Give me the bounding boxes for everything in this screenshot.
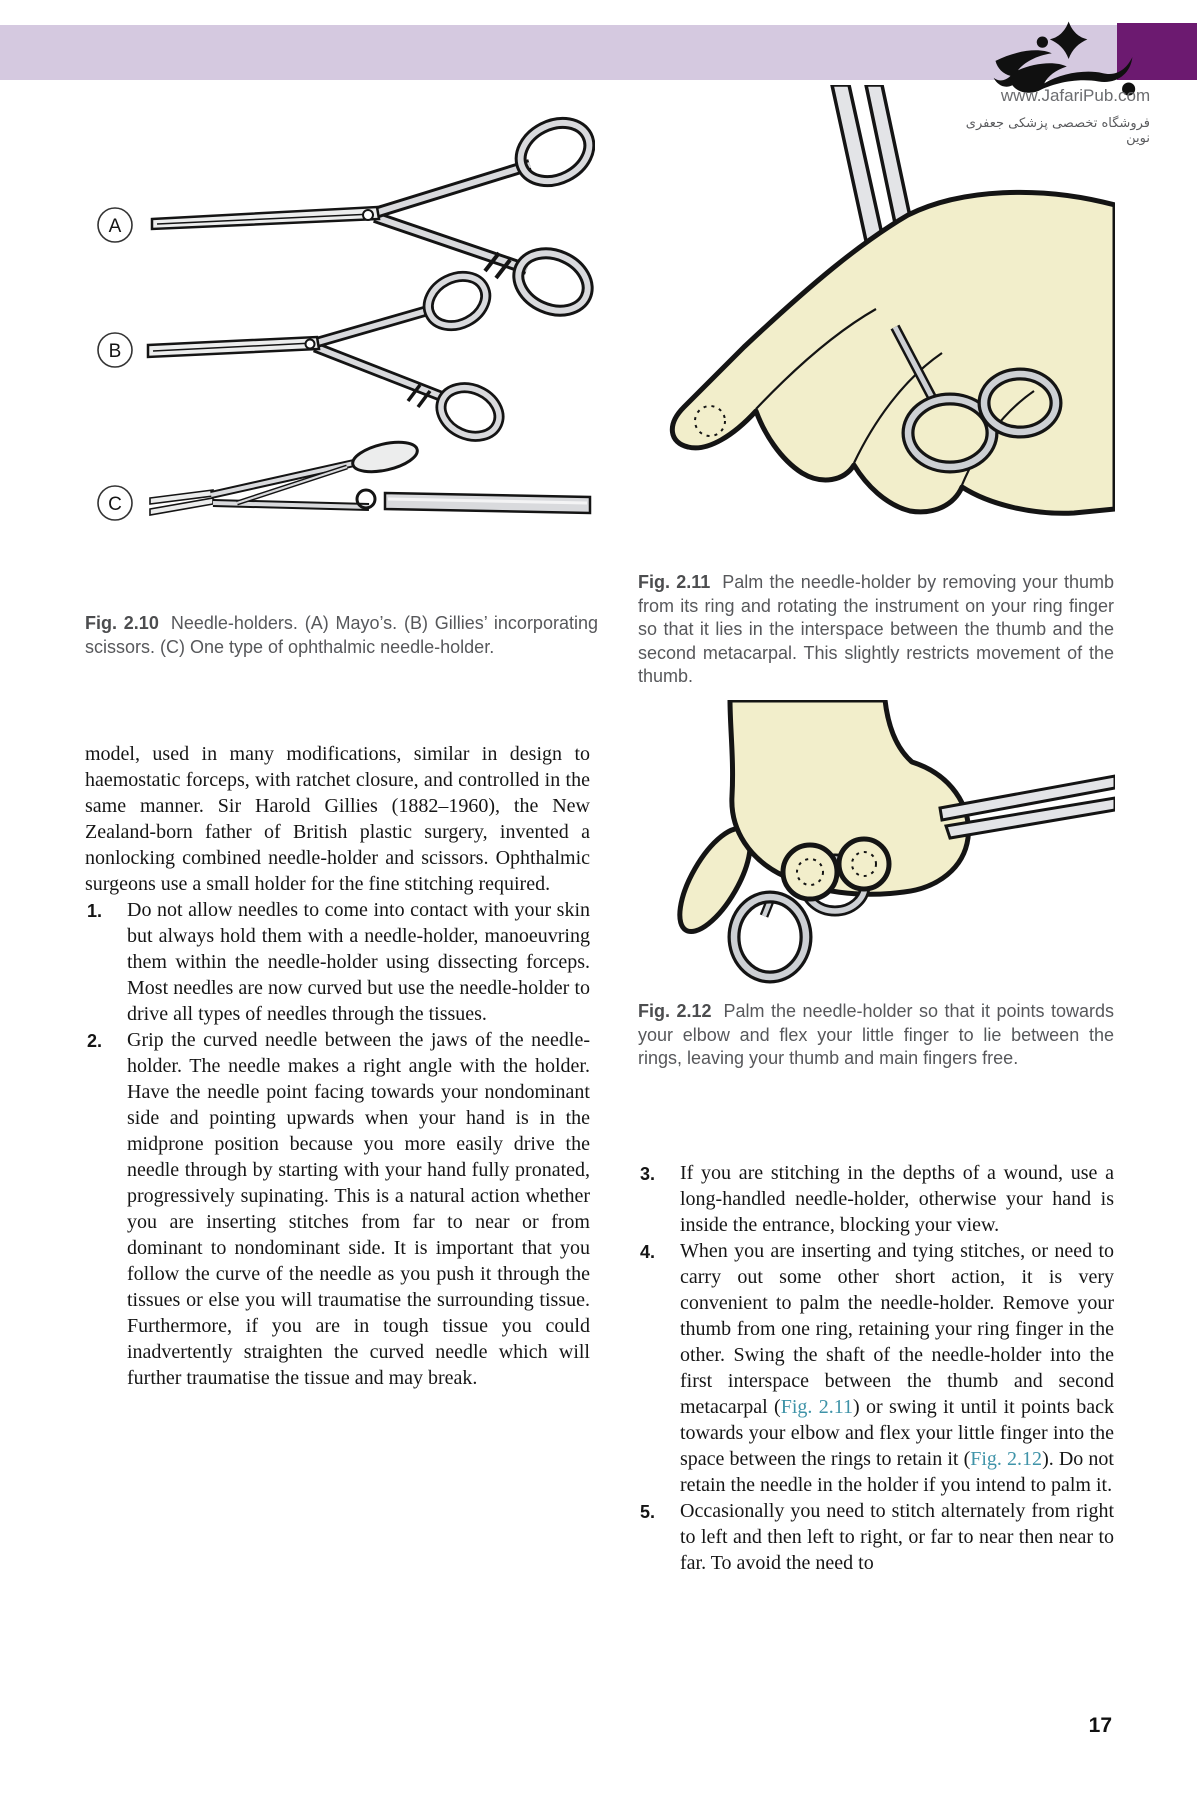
list-item bbox=[85, 897, 590, 1027]
list-item-text: Occasionally you need to stitch alternately from right to left and then left to right, or far to near then near to far. To avoid the need to bbox=[680, 1500, 1114, 1574]
svg-text:C: C bbox=[108, 494, 122, 515]
fig-2-10-caption-text: Needle-holders. (A) Mayo’s. (B) Gillies’ incorporating scissors. (C) One type of ophthalmic needle-holder. bbox=[85, 613, 598, 657]
list-item-number: 5. bbox=[640, 1502, 656, 1522]
list-item bbox=[638, 1238, 1114, 1498]
page-number: 17 bbox=[1088, 1714, 1112, 1737]
svg-text:A: A bbox=[108, 216, 122, 237]
list-item bbox=[85, 1027, 590, 1391]
label-a bbox=[98, 208, 132, 242]
list-item-number: 2. bbox=[87, 1031, 103, 1051]
instrument-c-drawing bbox=[150, 437, 590, 515]
list-item-text: Do not allow needles to come into contact with your skin but always hold them with a needle-holder, manoeuvring them within the needle-holder using dissecting forceps. Most needles are now curved but use the needle-holder to drive all types of needles through the tissues. bbox=[127, 899, 590, 1025]
list-item-number: 1. bbox=[87, 901, 103, 921]
fig-2-10-caption-label: Fig. 2.10 bbox=[85, 613, 159, 633]
fig-2-11-illustration bbox=[640, 85, 1115, 565]
numbered-list-right bbox=[638, 1160, 1114, 1576]
intro-paragraph: model, used in many modifications, similar in design to haemostatic forceps, with ratchet closure, and controlled in the same manner. Sir Harold Gillies (1882–1960), the New Zealand-born father of British plastic surgery, invented a nonlocking combined needle-holder and scissors. Ophthalmic surgeons use a small holder for the fine stitching required. bbox=[85, 743, 590, 895]
svg-text:B: B bbox=[108, 341, 122, 362]
needle-holder-shaft bbox=[940, 776, 1115, 838]
instrument-b-drawing bbox=[148, 267, 507, 445]
list-item-text: Grip the curved needle between the jaws of the needle-holder. The needle makes a right angle with the holder. Have the needle point facing towards your nondominant side and pointing upwards when your hand is in the midprone position because you more easily drive the needle through by starting with your hand fully pronated, progressively supinating. This is a natural action whether you are inserting stitches from far to near or from dominant to nondominant side. It is important that you follow the curve of the needle as you push it through the tissues or else you will traumatise the surrounding tissue. Furthermore, if you are in tough tissue you could inadvertently straighten the curved needle which will further traumatise the tissue and may break. bbox=[127, 1029, 590, 1389]
figure-reference-link[interactable]: Fig. 2.11 bbox=[780, 1396, 853, 1418]
list-item bbox=[638, 1160, 1114, 1238]
fig-2-12-caption-text: Palm the needle-holder so that it points towards your elbow and flex your little finger to lie between the rings, leaving your thumb and main fingers free. bbox=[638, 1001, 1114, 1068]
left-column bbox=[85, 741, 590, 1391]
list-item bbox=[638, 1498, 1114, 1576]
publisher-tagline: فروشگاه تخصصی پزشکی جعفری نوین bbox=[965, 116, 1150, 146]
fig-2-12-caption bbox=[638, 1000, 1114, 1071]
label-b bbox=[98, 333, 132, 367]
list-item-text: ) or swing it until it points back towards your elbow and flex your little finger into the space between the rings to retain it ( bbox=[680, 1396, 1115, 1470]
fig-2-12-illustration bbox=[620, 700, 1115, 995]
numbered-list-left bbox=[85, 897, 590, 1391]
right-column bbox=[638, 1160, 1114, 1576]
fig-2-11-caption-text: Palm the needle-holder by removing your thumb from its ring and rotating the instrument on your ring finger so that it lies in the interspace between the thumb and the second metacarpal. This slightly restricts movement of the thumb. bbox=[638, 572, 1114, 686]
fig-2-12-caption-label: Fig. 2.12 bbox=[638, 1001, 712, 1021]
list-item-text: When you are inserting and tying stitches, or need to carry out some other short action, it is very convenient to palm the needle-holder. Remove your thumb from one ring, retaining your ring finger in the other. Swing the shaft of the needle-holder into the first interspace between the thumb and second metacarpal ( bbox=[680, 1240, 1114, 1418]
label-c bbox=[98, 486, 132, 520]
list-item-text: ). Do not retain the needle in the holder if you intend to palm it. bbox=[680, 1448, 1114, 1496]
list-item-text: If you are stitching in the depths of a wound, use a long-handled needle-holder, otherwise your hand is inside the entrance, blocking your view. bbox=[680, 1162, 1114, 1236]
publisher-url: www.JafariPub.com bbox=[1000, 86, 1151, 105]
figure-reference-link[interactable]: Fig. 2.12 bbox=[970, 1448, 1043, 1470]
fig-2-10-caption bbox=[85, 612, 598, 659]
hand-illustration bbox=[672, 192, 1115, 513]
list-item-number: 3. bbox=[640, 1164, 656, 1184]
fig-2-11-caption-label: Fig. 2.11 bbox=[638, 572, 711, 592]
fig-2-10-illustration bbox=[85, 95, 595, 540]
fig-2-11-caption bbox=[638, 571, 1114, 689]
instrument-a-drawing bbox=[152, 112, 595, 322]
list-item-number: 4. bbox=[640, 1242, 656, 1262]
